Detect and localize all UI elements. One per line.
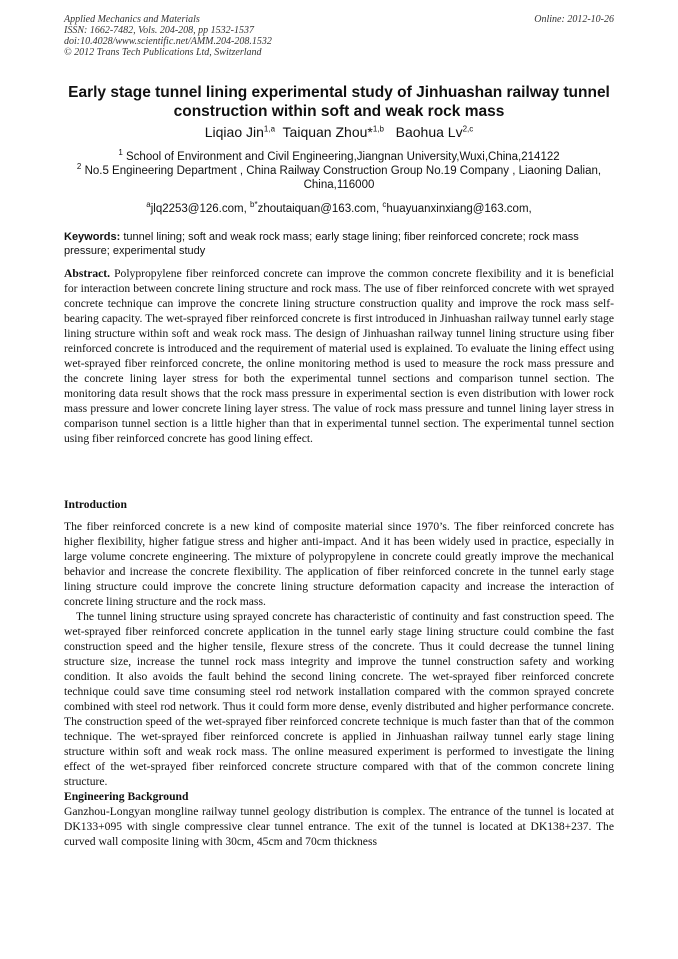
engineering-heading: Engineering Background <box>64 790 189 803</box>
affiliation-text: No.5 Engineering Department , China Railway Construction Group No.19 Company , Liaoning Dalian, China,116000 <box>84 165 602 191</box>
introduction-heading: Introduction <box>64 498 127 511</box>
introduction-section <box>64 519 614 849</box>
affiliation-sup: 1 <box>118 148 123 158</box>
email-link[interactable]: jlq2253@126.com, <box>150 203 247 215</box>
introduction-paragraph-2: The tunnel lining structure using sprayed concrete has characteristic of continuity and fast construction speed. The wet-sprayed fiber reinforced concrete application in the tunnel early stage lining structure could combine the fast construction speed and the higher tensile, flexure stress of the concrete. Thus it could decrease the tunnel lining structure size, increase the tunnel rock mass integrity and improve the tunnel construction safety and working condition. It also avoids the fault behind the second lining concrete. The wet-sprayed fiber reinforced concrete technique could save time consuming steel rod network installation compared with the common sprayed concrete combined with steel rod network. Thus it could form more dense, evenly distributed and higher performance concrete. The construction speed of the wet-sprayed fiber reinforced concrete technique is much faster than that of the common technique. The wet-sprayed fiber reinforced concrete is applied in Jinhuashan railway tunnel early stage lining structure within soft and weak rock mass. The online measured experiment is performed to investigate the lining effect of the wet-sprayed fiber reinforced concrete structure compared with that of the common concrete lining structure. <box>64 610 614 788</box>
introduction-paragraph-1: The fiber reinforced concrete is a new kind of composite material since 1970’s. The fiber reinforced concrete has higher flexibility, higher fatigue stress and higher anti-impact. And it has been widely used in practice, especially in large volume concrete engineering. The mixture of polypropylene in concrete could greatly improve the mechanical behavior and increase the concrete flexibility. The application of fiber reinforced concrete in the tunnel early stage lining structure could improve the concrete lining structure deformation capacity and increase the interaction of concrete lining structure and the rock mass. <box>64 520 614 608</box>
journal-name: Applied Mechanics and Materials <box>64 14 200 25</box>
author-sup: 1,b <box>372 124 384 134</box>
author-sup: 1,a <box>263 124 276 134</box>
affiliation-1 <box>64 150 614 164</box>
affiliation-sup: 2 <box>76 162 82 172</box>
email-link[interactable]: huayuanxinxiang@163.com, <box>386 203 532 215</box>
paper-title: Early stage tunnel lining experimental study of Jinhuashan railway tunnel construction within soft and weak rock mass <box>68 84 610 120</box>
email-sup: c <box>382 200 387 210</box>
abstract <box>64 266 614 446</box>
journal-header <box>64 14 614 58</box>
affiliations <box>64 150 614 192</box>
email-sup: b* <box>250 200 258 210</box>
copyright-line: © 2012 Trans Tech Publications Ltd, Switzerland <box>64 47 262 58</box>
keywords <box>64 230 614 258</box>
author-list <box>60 124 618 140</box>
online-date: Online: 2012-10-26 <box>534 14 614 25</box>
keywords-text: tunnel lining; soft and weak rock mass; early stage lining; fiber reinforced concrete; rock mass pressure; experimental study <box>64 231 579 257</box>
author-name: Taiquan Zhou* <box>282 124 373 140</box>
affiliation-text: School of Environment and Civil Engineering,Jiangnan University,Wuxi,China,214122 <box>126 151 560 163</box>
affiliation-2 <box>64 164 614 192</box>
keywords-label: Keywords: <box>64 231 121 243</box>
email-list <box>64 202 614 216</box>
abstract-label: Abstract. <box>64 267 111 280</box>
issn-line: ISSN: 1662-7482, Vols. 204-208, pp 1532-1537 <box>64 25 254 36</box>
author-name: Liqiao Jin <box>204 124 264 140</box>
doi-line: doi:10.4028/www.scientific.net/AMM.204-208.1532 <box>64 36 272 47</box>
abstract-text: Polypropylene fiber reinforced concrete can improve the common concrete flexibility and it is beneficial for interaction between concrete lining structure and rock mass. The use of fiber reinforced concrete with wet sprayed concrete technique can improve the concrete lining structure construction quality and improve the rock mass self-bearing capacity. The wet-sprayed fiber reinforced concrete is first introduced in Jinhuashan railway tunnel early stage lining structure within soft and weak rock mass. The design of Jinhuashan railway tunnel lining structure using fiber reinforced concrete is introduced and the requirement of material used is explained. To evaluate the lining effect using wet-sprayed fiber reinforced concrete, the online monitoring method is used to measure the rock mass pressure and the concrete lining layer stress for both the experimental tunnel sections and comparison tunnel section. The monitoring data result shows that the rock mass pressure in experimental section is even distribution with lower rock mass pressure and lower concrete lining layer stress. The value of rock mass pressure and tunnel lining layer stress in comparison tunnel section is a little higher than that in experimental tunnel section. The experimental tunnel section using fiber reinforced concrete has good lining effect. <box>64 267 615 445</box>
author-name: Baohua Lv <box>395 124 463 140</box>
engineering-paragraph-1: Ganzhou-Longyan mongline railway tunnel geology distribution is complex. The entrance of the tunnel is located at DK133+095 with single compressive clear tunnel entrance. The exit of the tunnel is located at DK138+237. The curved wall composite lining with 30cm, 45cm and 70cm thickness <box>64 805 614 848</box>
email-link[interactable]: zhoutaiquan@163.com, <box>257 203 380 215</box>
email-sup: a <box>146 200 151 210</box>
author-sup: 2,c <box>462 124 474 134</box>
